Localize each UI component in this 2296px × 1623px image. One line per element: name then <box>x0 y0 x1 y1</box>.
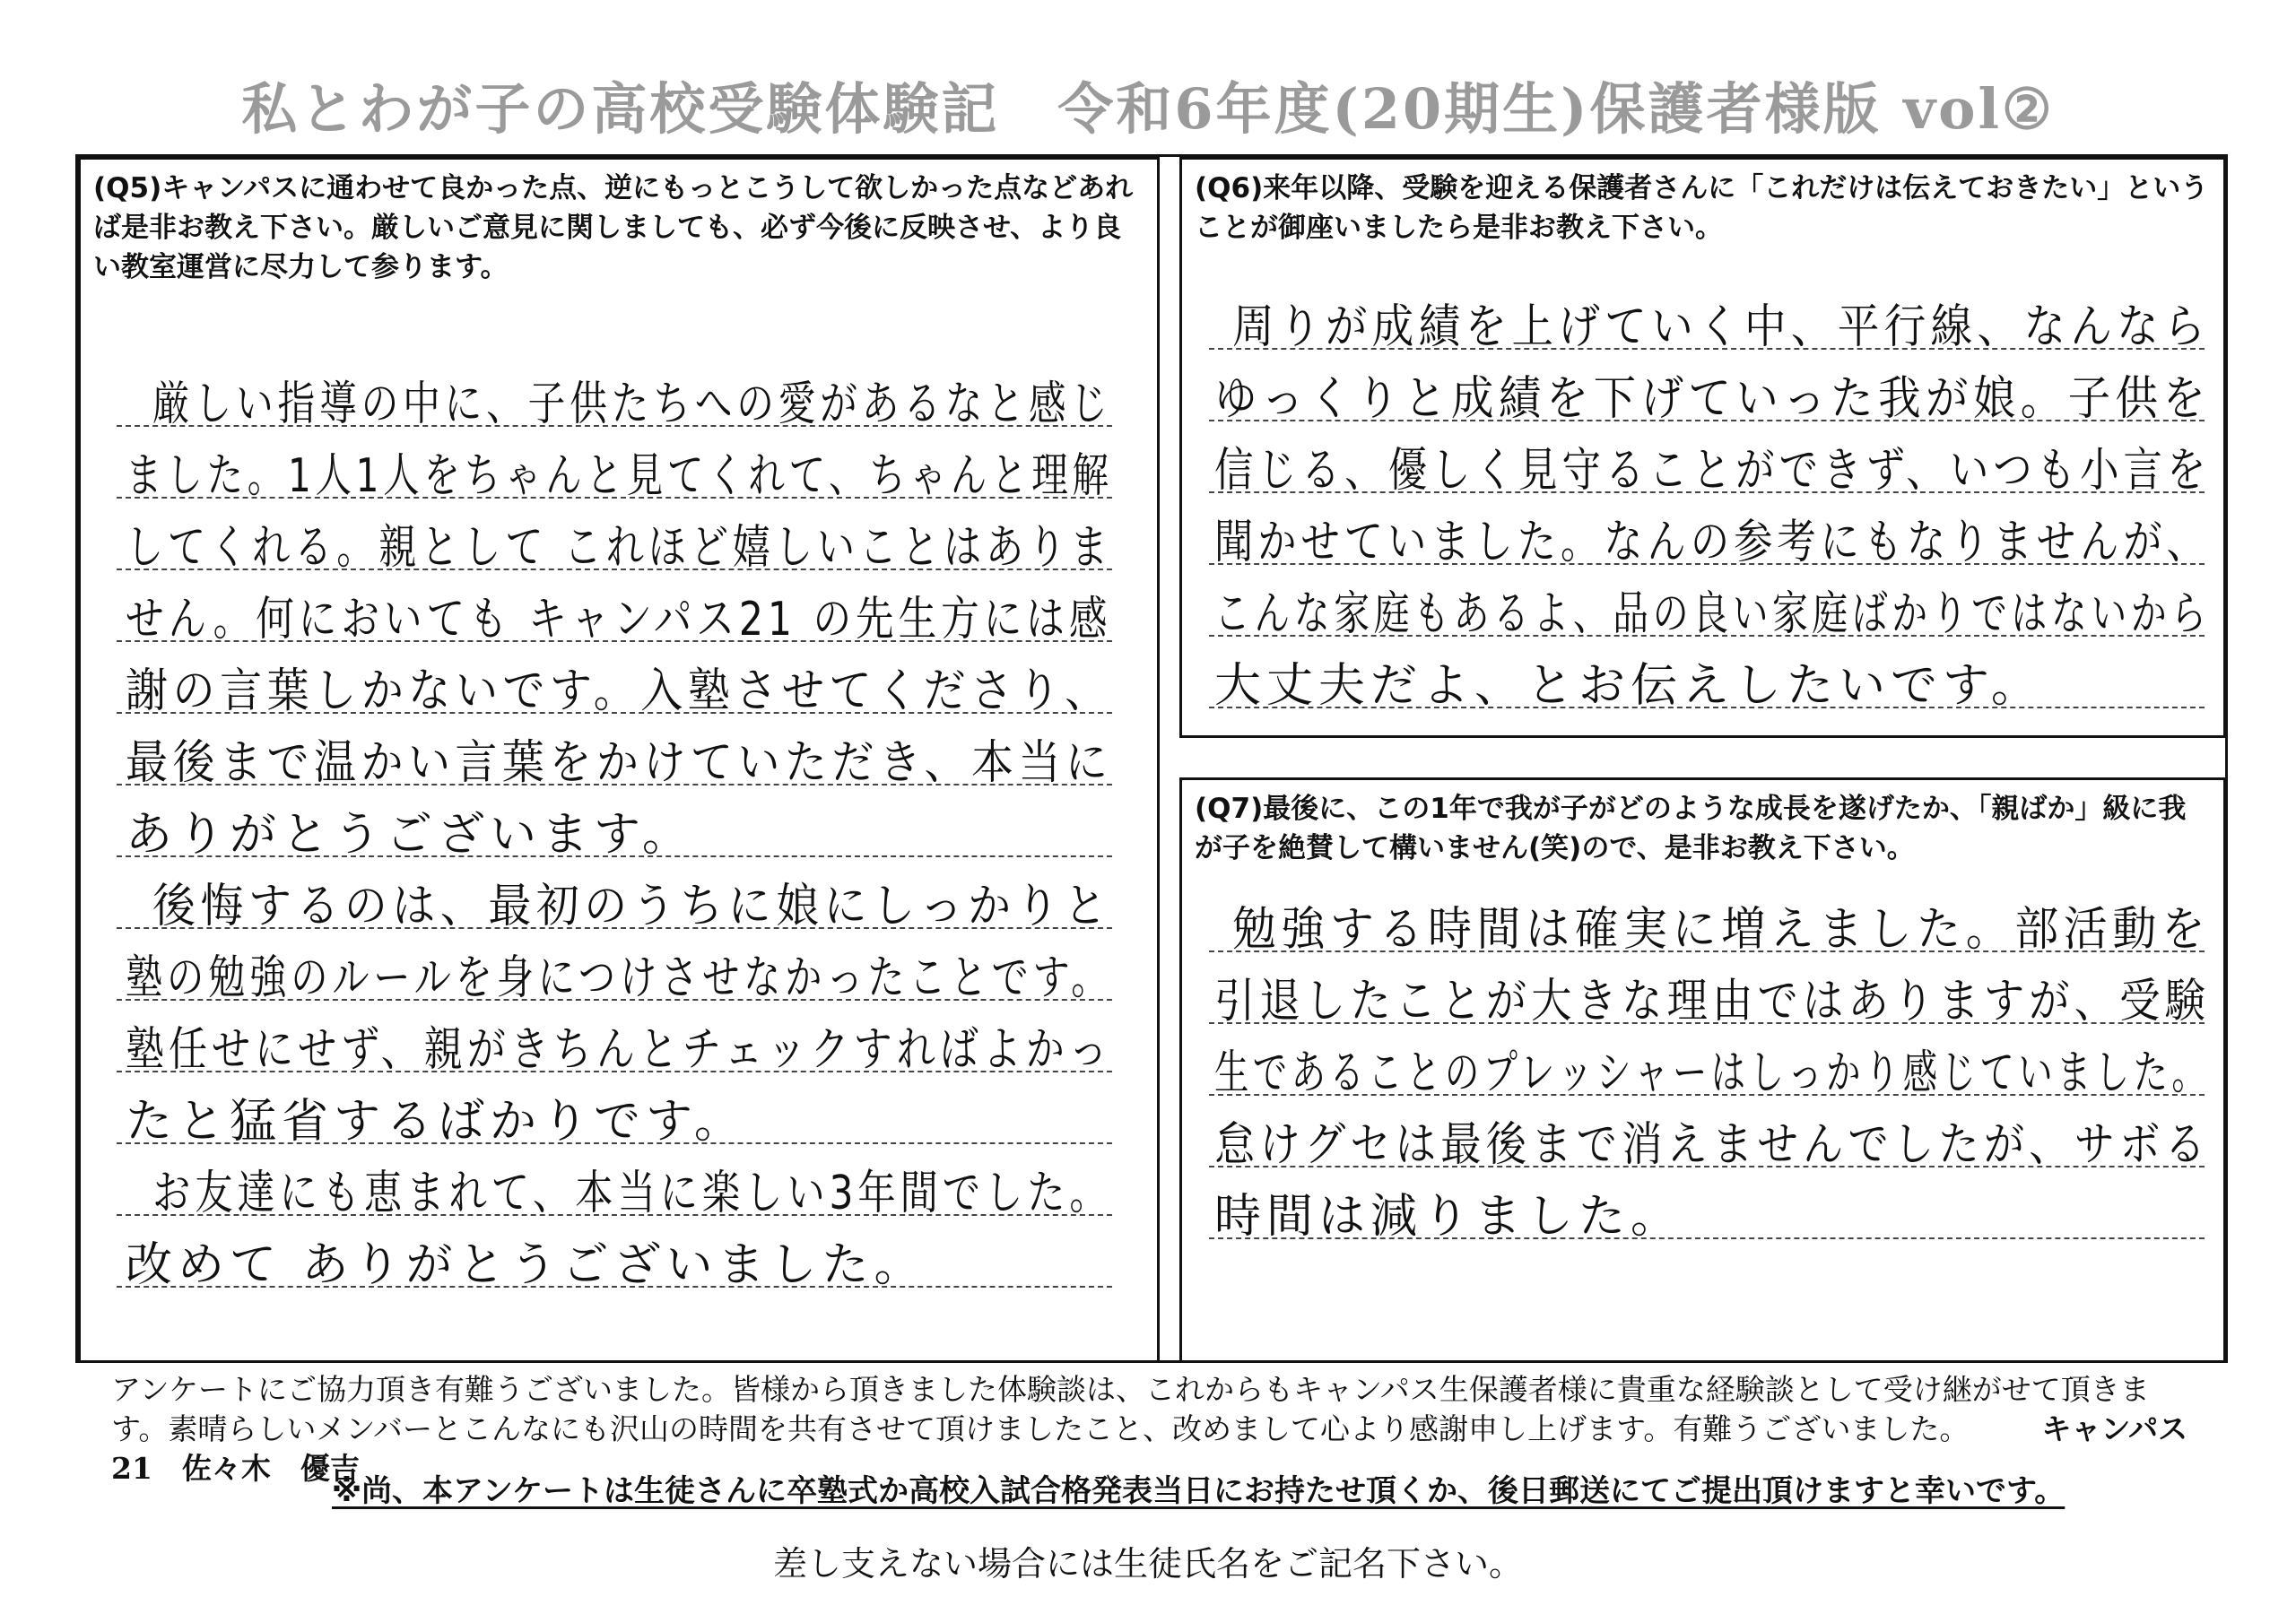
handwritten-answer-line: 聞かせていました。なんの参考にもなりませんが、 <box>1214 516 2210 569</box>
handwritten-answer-line: 塾任せにせず、親がきちんとチェックすればよかっ <box>126 1023 1112 1077</box>
q7-question: (Q7)最後に、この1年で我が子がどのような成長を遂げたか、「親ばか」級に我が子を絶賛して構いません(笑)ので、是非お教え下さい。 <box>1195 793 2187 864</box>
student-name-prompt: 差し支えない場合には生徒氏名をご記名下さい。 <box>772 1544 1523 1584</box>
handwritten-answer-line: ゆっくりと成績を下げていった我が娘。子供を <box>1214 372 2211 426</box>
handwritten-answer-line: ありがとうございます。 <box>126 808 694 862</box>
handwritten-answer-line: 信じる、優しく見守ることができず、いつも小言を <box>1214 444 2211 498</box>
handwritten-answer-line: 最後まで温かい言葉をかけていただき、本当に <box>126 736 1113 790</box>
q7-box <box>1179 777 2226 1363</box>
handwritten-answer-line: 生であることのプレッシャーはしっかり感じていました。 <box>1214 1046 2211 1100</box>
handwritten-answer-line: 謝の言葉しかないです。入塾させてくださり、 <box>126 664 1112 718</box>
handwritten-answer-line: ました。1人1人をちゃんと見てくれて、ちゃんと理解 <box>126 449 1113 503</box>
handwritten-answer-line: してくれる。親として これほど嬉しいことはありま <box>126 521 1113 575</box>
thank-you-text: アンケートにご協力頂き有難うございました。皆様から頂きました体験談は、これからもキャンパス生保護者様に貴重な経験談として受け継がせて頂きます。素晴らしいメンバーとこんなにも沢山の時間を共有させて頂けましたこと、改めまして心より感謝申し上げます。有難うございました。 <box>111 1372 2150 1446</box>
handwritten-answer-line: 時間は減りました。 <box>1214 1190 1683 1244</box>
handwritten-answer-line: 怠けグセは最後まで消えませんでしたが、サボる <box>1214 1118 2211 1172</box>
handwritten-answer-line: 大丈夫だよ、とお伝えしたいです。 <box>1214 659 2043 713</box>
q5-box <box>78 157 1160 1363</box>
q5-question: (Q5)キャンパスに通わせて良かった点、逆にもっとこうして欲しかった点などあれば是非お教え下さい。厳しいご意見に関しましても、必ず今後に反映させ、より良い教室運営に尽力して参ります。 <box>93 172 1134 283</box>
survey-form-frame <box>75 154 2228 1363</box>
handwritten-answer-line: 改めて ありがとうございました。 <box>126 1238 926 1292</box>
submission-note: ※尚、本アンケートは生徒さんに卒塾式か高校入試合格発表当日にお持たせ頂くか、後日郵送にてご提出頂けますと幸いです。 <box>332 1473 2066 1509</box>
handwritten-answer-line: 後悔するのは、最初のうちに娘にしっかりと <box>152 880 1112 933</box>
handwritten-answer-line: 塾の勉強のルールを身につけさせなかったことです。 <box>126 951 1113 1005</box>
signature: キャンパス21 佐々木 優吉 <box>111 1411 2188 1486</box>
q6-question: (Q6)来年以降、受験を迎える保護者さんに「これだけは伝えておきたい」ということが御座いましたら是非お教え下さい。 <box>1195 172 2209 244</box>
handwritten-answer-line: こんな家庭もあるよ、品の良い家庭ばかりではないから <box>1214 587 2211 641</box>
q6-box <box>1179 157 2226 738</box>
handwritten-answer-line: たと猛省するばかりです。 <box>126 1095 746 1149</box>
handwritten-answer-line: せん。何においても キャンパス21 の先生方には感 <box>126 593 1112 647</box>
handwritten-answer-line: お友達にも恵まれて、本当に楽しい3年間でした。 <box>152 1167 1112 1220</box>
handwritten-answer-line: 厳しい指導の中に、子供たちへの愛があるなと感じ <box>152 378 1112 431</box>
page-title: 私とわが子の高校受験体験記 令和6年度(20期生)保護者様版 vol② <box>241 76 2055 142</box>
handwritten-answer-line: 引退したことが大きな理由ではありますが、受験 <box>1214 975 2211 1028</box>
handwritten-answer-line: 周りが成績を上げていく中、平行線、なんなら <box>1232 300 2211 354</box>
handwritten-answer-line: 勉強する時間は確実に増えました。部活動を <box>1232 903 2211 957</box>
